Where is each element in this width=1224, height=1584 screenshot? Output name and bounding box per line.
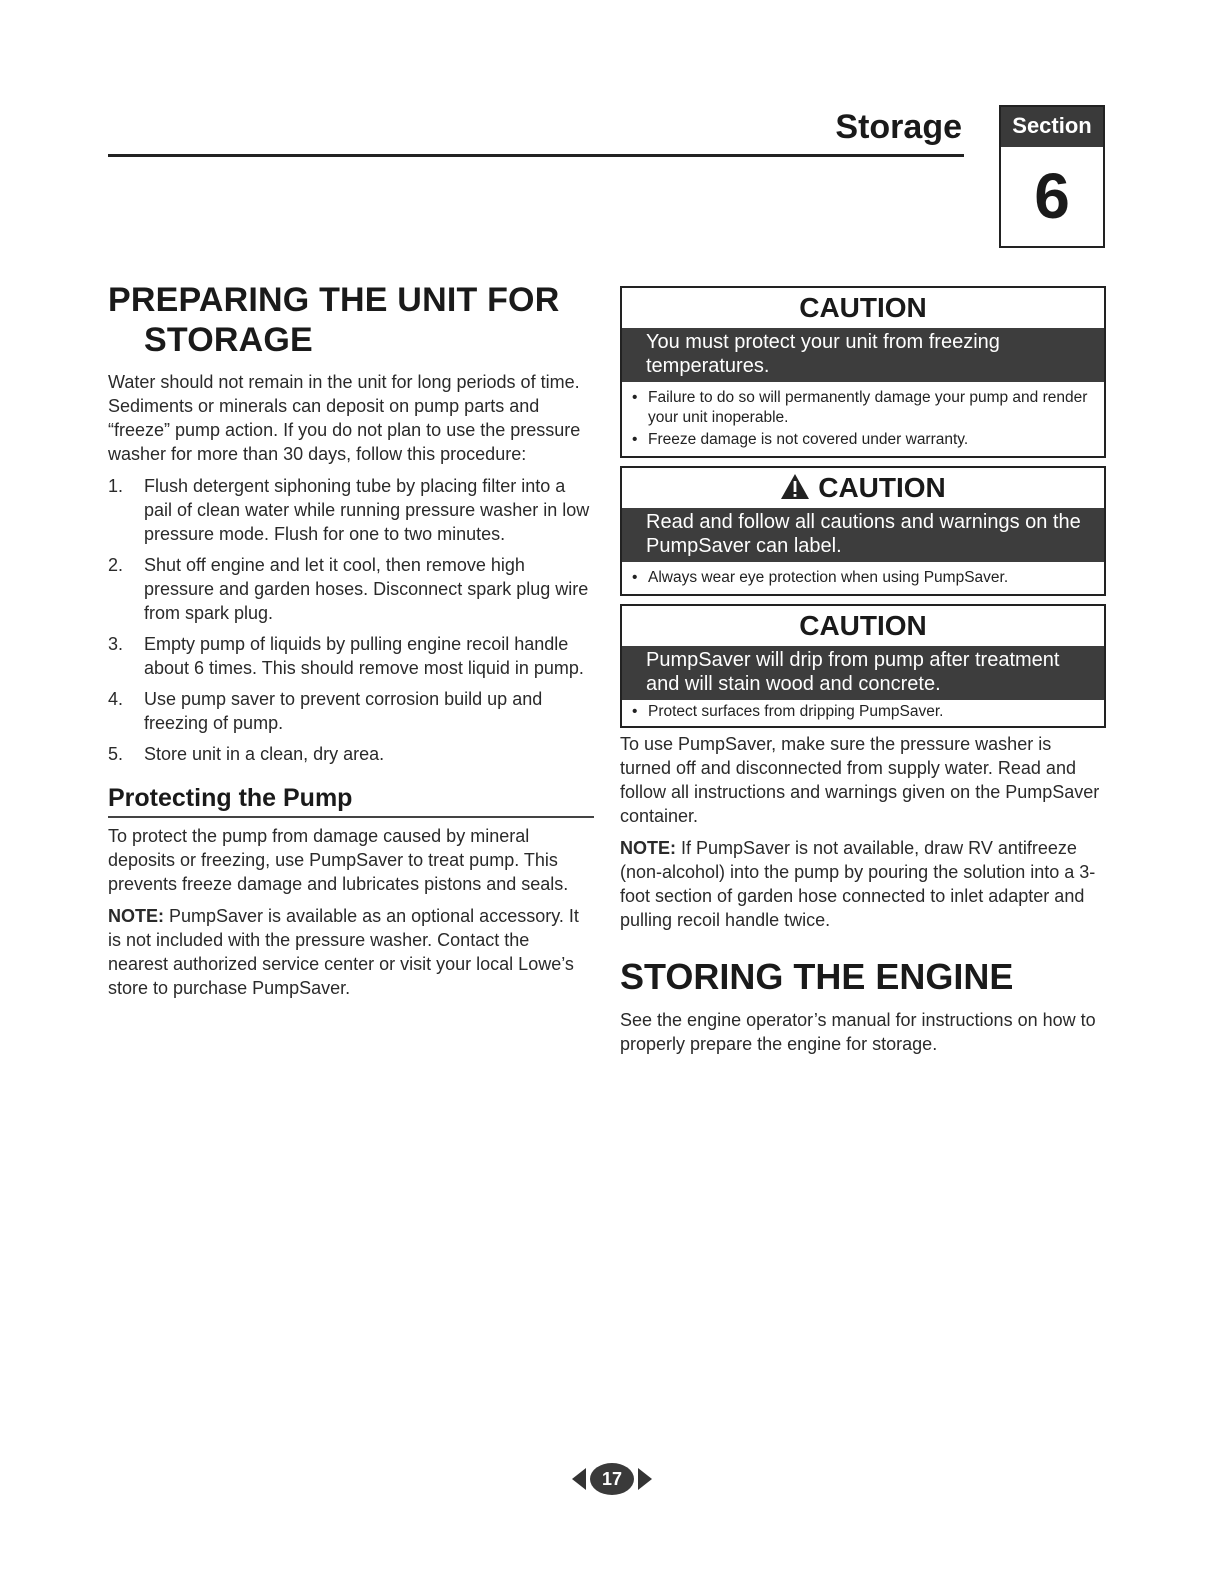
step-text: Store unit in a clean, dry area. xyxy=(144,744,385,764)
caution-bullet: • Always wear eye protection when using PumpSaver. xyxy=(628,568,1094,588)
caution-message: You must protect your unit from freezing temperatures. xyxy=(622,328,1104,382)
step-text: Shut off engine and let it cool, then remove high pressure and garden hoses. Disconnect spark plug wire from spark plug. xyxy=(144,555,589,623)
antifreeze-note xyxy=(620,836,1106,932)
procedure-step xyxy=(108,742,594,766)
engine-paragraph: See the engine operator’s manual for instructions on how to properly prepare the engine for storage. xyxy=(620,1010,1096,1054)
header-rule xyxy=(108,154,964,157)
procedure-step xyxy=(108,687,594,735)
intro-paragraph: Water should not remain in the unit for long periods of time. Sediments or minerals can deposit on pump parts and “freeze” pump action. If you do not plan to use the pressure washer for more than 30 days, follow this procedure: xyxy=(108,372,581,464)
use-pumpsaver-paragraph: To use PumpSaver, make sure the pressure washer is turned off and disconnected from supply water. Read and follow all instructions and warnings given on the PumpSaver container. xyxy=(620,734,1100,826)
step-number: 2. xyxy=(108,555,124,575)
caution-title-with-icon xyxy=(622,468,1104,508)
preparing-heading-line1: PREPARING THE UNIT FOR xyxy=(108,281,560,319)
right-column xyxy=(620,286,1106,1064)
protecting-pump-heading: Protecting the Pump xyxy=(108,784,594,818)
storing-engine-heading: STORING THE ENGINE xyxy=(620,956,1014,997)
note-label: NOTE: xyxy=(620,838,676,858)
caution-bullet: • Freeze damage is not covered under warranty. xyxy=(628,430,1094,450)
step-number: 4. xyxy=(108,689,124,709)
caution-bullet: • Failure to do so will permanently damage your pump and render your unit inoperable. xyxy=(628,388,1094,428)
page-number-badge xyxy=(572,1462,652,1496)
section-badge xyxy=(999,105,1105,248)
caution-message: Read and follow all cautions and warnings on the PumpSaver can label. xyxy=(622,508,1104,562)
caution-box-label xyxy=(620,466,1106,596)
caution-box-drip xyxy=(620,604,1106,728)
protect-paragraph: To protect the pump from damage caused by mineral deposits or freezing, use PumpSaver to treat pump. This prevents freeze damage and lubricates pistons and seals. xyxy=(108,826,569,894)
step-text: Use pump saver to prevent corrosion build up and freezing of pump. xyxy=(144,689,543,733)
step-number: 3. xyxy=(108,634,124,654)
left-column xyxy=(108,280,594,1008)
caution-title: CAUTION xyxy=(799,292,927,323)
preparing-heading xyxy=(108,280,594,360)
step-number: 5. xyxy=(108,744,124,764)
caution-bullets xyxy=(622,562,1104,594)
procedure-step xyxy=(108,632,594,680)
step-text: Empty pump of liquids by pulling engine recoil handle about 6 times. This should remove most liquid in pump. xyxy=(144,634,584,678)
note-label: NOTE: xyxy=(108,906,164,926)
caution-bullet: • Protect surfaces from dripping PumpSaver. xyxy=(628,702,1094,722)
page-number: 17 xyxy=(601,1469,623,1489)
pumpsaver-note xyxy=(108,904,594,1000)
step-number: 1. xyxy=(108,476,124,496)
page-title: Storage xyxy=(835,108,962,146)
section-number: 6 xyxy=(1034,160,1070,232)
caution-message: PumpSaver will drip from pump after treatment and will stain wood and concrete. xyxy=(622,646,1104,700)
caution-title: CAUTION xyxy=(799,610,927,641)
preparing-heading-line2: STORAGE xyxy=(144,321,313,359)
procedure-step xyxy=(108,474,594,546)
warning-triangle-icon xyxy=(780,473,810,500)
note-text: If PumpSaver is not available, draw RV antifreeze (non-alcohol) into the pump by pouring the solution into a 3-foot section of garden hose connected to inlet adapter and pulling recoil handle twice. xyxy=(620,838,1096,930)
caution-title-text: CAUTION xyxy=(818,472,946,503)
step-text: Flush detergent siphoning tube by placing filter into a pail of clean water while running pressure washer in low pressure mode. Flush for one to two minutes. xyxy=(144,476,590,544)
note-text: PumpSaver is available as an optional accessory. It is not included with the pressure washer. Contact the nearest authorized service center or visit your local Lowe’s store to purchase PumpSaver. xyxy=(108,906,579,998)
caution-bullets xyxy=(622,382,1104,456)
section-label: Section xyxy=(1001,107,1103,147)
caution-bullets xyxy=(622,700,1104,726)
procedure-list xyxy=(108,474,594,766)
caution-box-freezing xyxy=(620,286,1106,458)
procedure-step xyxy=(108,553,594,625)
